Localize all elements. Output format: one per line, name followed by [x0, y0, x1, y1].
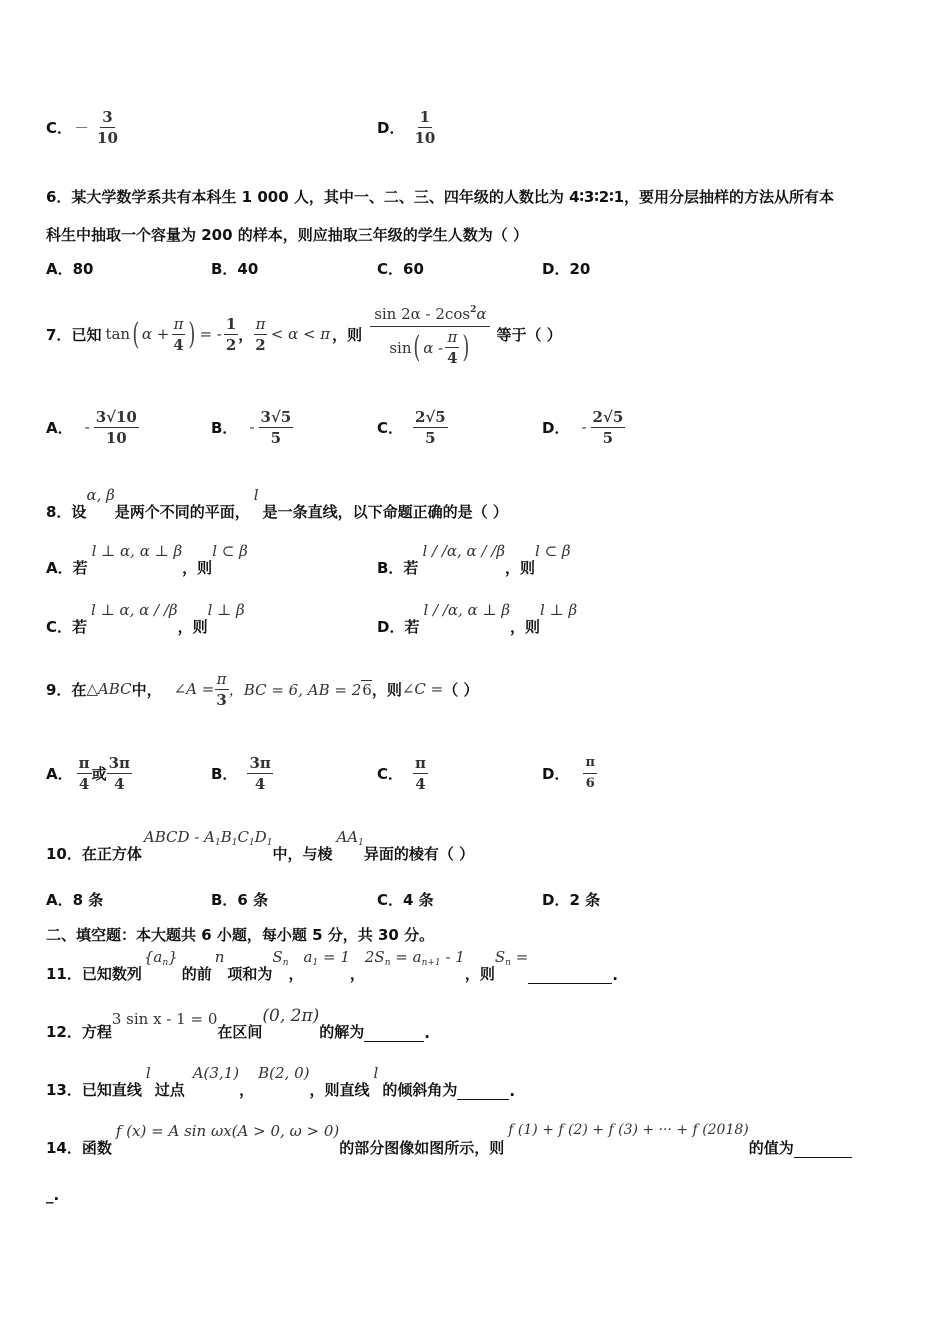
q9-cond: ，BC = 6, AB = 2: [228, 680, 362, 699]
q7-a-num: 3√10: [95, 407, 137, 426]
q6-line2: 科生中抽取一个容量为 200 的样本，则应抽取三年级的学生人数为（ ）: [46, 226, 528, 244]
q5-c-den: 10: [97, 128, 118, 147]
q8-a-then: ，则: [182, 559, 213, 577]
q9-c-num: π: [415, 753, 426, 772]
q10-option-b: B．6 条: [211, 891, 269, 909]
q6-option-c: C．60: [377, 260, 424, 278]
q7-b-sign: -: [249, 418, 255, 436]
q7-a-label: A．: [46, 418, 73, 437]
q5-d-num: 1: [419, 107, 431, 126]
q9-a-label: A．: [46, 764, 73, 783]
q7-d-den: 5: [602, 428, 614, 447]
q5-c-sign: －: [74, 118, 90, 137]
q11-then: ，则: [464, 965, 495, 983]
q10-tail: 异面的棱有（ ）: [363, 845, 475, 863]
q8-l: l: [253, 486, 259, 504]
q5-c-label: C．: [46, 118, 73, 137]
q7-alpha-plus: α +: [141, 325, 170, 343]
q8-c-res: l ⊥ β: [207, 601, 245, 619]
section-2-title: 二、填空题：本大题共 6 小题，每小题 5 分，共 30 分。: [46, 926, 435, 944]
q7-b-den: 5: [270, 428, 282, 447]
q7-b-label: B．: [211, 418, 238, 437]
q7-one: 1: [225, 314, 237, 333]
q7-a-frac: [94, 409, 139, 446]
q10-option-c: C．4 条: [377, 891, 434, 909]
q14-text1: 的部分图像如图所示，则: [339, 1139, 505, 1157]
q7-bottom-sin: sin: [389, 338, 412, 357]
q11-a1: $a_1 = 1$: [303, 948, 350, 968]
q7-c-frac: [413, 409, 448, 446]
q10-number: 10．在正方体: [46, 845, 142, 863]
q5-c-num: 3: [102, 107, 113, 126]
q9-then: ，则: [371, 680, 402, 699]
q8-d-cond: l / /α, α ⊥ β: [423, 601, 511, 619]
q12-interval: (0, 2π): [262, 1006, 320, 1026]
q12-stem: [46, 1006, 430, 1042]
q9-option-a: [46, 748, 132, 798]
q8-number: 8．设: [46, 503, 87, 521]
q9-b-frac: [247, 755, 272, 792]
q9-option-b: [211, 748, 273, 798]
q9-d-frac: [583, 755, 597, 792]
q9-pi: π: [216, 669, 227, 688]
q8-c-then: ，则: [177, 618, 208, 636]
q7-c-den: 5: [425, 428, 436, 447]
q5-option-d: [377, 104, 437, 150]
q8-a-cond: l ⊥ α, α ⊥ β: [91, 542, 183, 560]
q9-a-frac1: [77, 755, 92, 792]
q7-four3: 4: [447, 349, 458, 367]
q9-angle-c: ∠C =: [401, 680, 444, 698]
q7-number: 7．: [46, 325, 72, 344]
q6-option-a: A．80: [46, 260, 94, 278]
q7-four: 4: [173, 335, 184, 354]
q5-option-c: [46, 104, 120, 150]
q9-a-or: 或: [91, 764, 107, 783]
q9-sqrt6: 6: [362, 680, 372, 699]
q11-comma1: ，: [288, 965, 304, 983]
q11-text1: 的前: [181, 965, 212, 983]
q7-c-num: 2√5: [415, 407, 446, 426]
q11-n: n: [214, 948, 225, 966]
q13-number: 13．已知直线: [46, 1081, 142, 1099]
q13-comma: ，: [239, 1081, 255, 1099]
q14-text2: 的值为: [748, 1139, 794, 1157]
q7-main-fraction: $\sin 2\alpha - 2\cos^2\alpha$ sin ( α - $\frac{\pi}{4}$ ): [370, 302, 490, 366]
q11-relation: $2S_n = a_{n+1} - 1$: [364, 948, 465, 968]
q9-d-num: π: [583, 755, 597, 774]
q11-number: 11．已知数列: [46, 965, 142, 983]
q11-text2: 项和为: [227, 965, 273, 983]
q12-dot: .: [424, 1024, 430, 1042]
q13-text2: ，则直线: [309, 1081, 370, 1099]
q7-pi-over-4: [171, 316, 185, 353]
q7-pi-over-2: [253, 316, 267, 353]
q7-comma: ，: [238, 325, 254, 344]
q7-d-sign: -: [581, 418, 587, 436]
q7-ineq: < α < π: [270, 325, 331, 343]
q8-b-cond: l / /α, α / /β: [422, 542, 505, 560]
q9-a-den1: 4: [78, 774, 90, 793]
q8-d-then: ，则: [510, 618, 541, 636]
q11-dot: .: [612, 966, 618, 984]
q14-function: f (x) = A sin ωx(A > 0, ω > 0): [115, 1122, 340, 1140]
q10-stem: [46, 828, 474, 864]
q9-angle-a: ∠A =: [173, 680, 215, 698]
q8-stem: [46, 486, 508, 522]
q10-option-a: A．8 条: [46, 891, 104, 909]
q7-a-den: 10: [105, 428, 127, 447]
q7-intro: 已知: [71, 325, 102, 344]
q7-equals-text: 等于（ ）: [496, 325, 562, 344]
q9-b-den: 4: [254, 774, 266, 793]
q9-c-frac: [413, 755, 428, 792]
q5-d-fraction: [412, 109, 437, 146]
q7-pi: π: [173, 314, 184, 333]
q14-tail: _.: [46, 1186, 60, 1204]
q11-stem: [46, 948, 618, 984]
q8-a-res: l ⊂ β: [212, 542, 248, 560]
q9-d-den: 6: [585, 775, 595, 791]
q7-sup2: 2: [470, 305, 477, 315]
q10-cube-text: ABCD - A: [143, 828, 215, 846]
q9-mid: 中，: [131, 680, 162, 699]
q11-seq: $\{a_n\}$: [143, 948, 178, 968]
q9-d-label: D．: [542, 764, 570, 783]
q13-point-a: A(3,1): [192, 1064, 240, 1082]
q5-c-fraction: [95, 109, 120, 146]
q14-answer-blank[interactable]: [794, 1143, 852, 1158]
q12-answer-blank[interactable]: [364, 1027, 424, 1042]
q8-alpha-beta: α, β: [86, 486, 115, 504]
q13-text1: 过点: [154, 1081, 185, 1099]
q8-option-a: [46, 542, 248, 578]
q9-triangle: △ABC: [86, 680, 132, 698]
q7-one-half: [224, 316, 238, 353]
q13-dot: .: [509, 1082, 516, 1100]
q8-text1: 是两个不同的平面，: [114, 503, 250, 521]
q7-alpha-minus: α -: [423, 338, 444, 357]
q13-l: l: [145, 1064, 151, 1082]
q11-sn-ans: $S_n$ =: [494, 948, 529, 968]
q6-option-b: B．40: [211, 260, 259, 278]
q7-stem: 7． 已知 tan ( α + $\frac{\pi}{4}$ ) = - $\frac{1}{2}$ ， $\frac{\pi}{2}$ < α < π ，则 $\sin 2\alpha - 2\cos^2\alpha$ sin ( α - $\frac{\pi}{4}$ ) 等于（ ）: [46, 292, 562, 376]
q10-option-d: D．2 条: [542, 891, 601, 909]
q5-d-label: D．: [377, 118, 405, 137]
q9-a-num1: π: [78, 753, 90, 772]
q8-c-label: C．若: [46, 618, 88, 636]
q8-b-res: l ⊂ β: [535, 542, 571, 560]
q12-text2: 的解为: [319, 1023, 365, 1041]
q14-number: 14．函数: [46, 1139, 112, 1157]
q9-c-label: C．: [377, 764, 404, 783]
q10-edge-text: AA: [336, 828, 359, 846]
q11-comma2: ，: [349, 965, 365, 983]
q8-c-cond: l ⊥ α, α / /β: [91, 601, 178, 619]
q8-option-d: [377, 601, 577, 637]
q8-a-label: A．若: [46, 559, 88, 577]
q7-eq: = -: [199, 325, 222, 343]
q7-bottom-pi-over-4: [445, 329, 459, 366]
q9-option-d: [542, 748, 597, 798]
q9-c-den: 4: [415, 774, 426, 793]
q7-d-label: D．: [542, 418, 570, 437]
q8-d-res: l ⊥ β: [540, 601, 578, 619]
q13-stem: [46, 1064, 515, 1100]
q8-option-b: [377, 542, 571, 578]
q9-number: 9．在: [46, 680, 87, 699]
q7-b-frac: [259, 409, 294, 446]
q14-stem: [46, 1122, 852, 1158]
q9-option-c: [377, 748, 428, 798]
q7-pi3: π: [447, 328, 458, 346]
q7-top-expr: sin 2α - 2cos: [374, 305, 471, 323]
q7-tan: tan: [105, 325, 131, 343]
q7-a-sign: -: [84, 418, 90, 436]
q8-option-c: [46, 601, 245, 637]
q7-option-c: [377, 402, 448, 452]
q7-option-d: [542, 402, 625, 452]
q8-d-label: D．若: [377, 618, 420, 636]
q9-b-label: B．: [211, 764, 238, 783]
q12-text1: 在区间: [217, 1023, 263, 1041]
q9-a-den2: 4: [114, 774, 125, 793]
q13-text3: 的倾斜角为: [382, 1081, 458, 1099]
q9-three: 3: [216, 690, 227, 709]
q7-then: ，则: [332, 325, 363, 344]
q11-answer-blank[interactable]: [528, 969, 612, 984]
q8-b-label: B．若: [377, 559, 419, 577]
q5-d-den: 10: [414, 128, 436, 147]
q10-cube: ABCD - $A_1B_1C_1D_1$: [143, 828, 273, 848]
q12-equation: 3 sin x - 1 = 0: [111, 1010, 218, 1028]
q7-option-b: [211, 402, 293, 452]
q13-point-b: B(2, 0): [258, 1064, 310, 1082]
q11-sn: $S_n$: [272, 948, 289, 968]
q6-line1: 6．某大学数学系共有本科生 1 000 人，其中一、二、三、四年级的人数比为 4∶3∶2∶1，要用分层抽样的方法从所有本: [46, 188, 835, 206]
q12-number: 12．方程: [46, 1023, 112, 1041]
q10-mid: 中，与棱: [272, 845, 333, 863]
q8-text2: 是一条直线，以下命题正确的是（ ）: [262, 503, 508, 521]
q7-top-alpha: α: [476, 305, 487, 323]
q7-d-num: 2√5: [592, 407, 624, 426]
q7-d-frac: [591, 409, 626, 446]
q14-sum: f (1) + f (2) + f (3) + ··· + f (2018): [508, 1122, 749, 1138]
q9-a-num2: 3π: [108, 753, 131, 772]
q7-pi2: π: [255, 314, 266, 333]
q7-two2: 2: [255, 335, 266, 354]
q7-c-label: C．: [377, 418, 404, 437]
q9-paren: （ ）: [443, 680, 479, 699]
q6-option-d: D．20: [542, 260, 591, 278]
q13-answer-blank[interactable]: [457, 1085, 509, 1100]
q9-stem: [46, 664, 478, 714]
q9-a-frac2: [107, 755, 132, 792]
q7-option-a: [46, 402, 139, 452]
q9-b-num: 3π: [249, 753, 271, 772]
q10-edge: $AA_1$: [336, 828, 364, 848]
q13-l2: l: [373, 1064, 379, 1082]
q7-b-num: 3√5: [260, 407, 292, 426]
q7-two: 2: [225, 335, 237, 354]
q9-pi-over-3: [214, 671, 228, 708]
q8-b-then: ，则: [505, 559, 536, 577]
